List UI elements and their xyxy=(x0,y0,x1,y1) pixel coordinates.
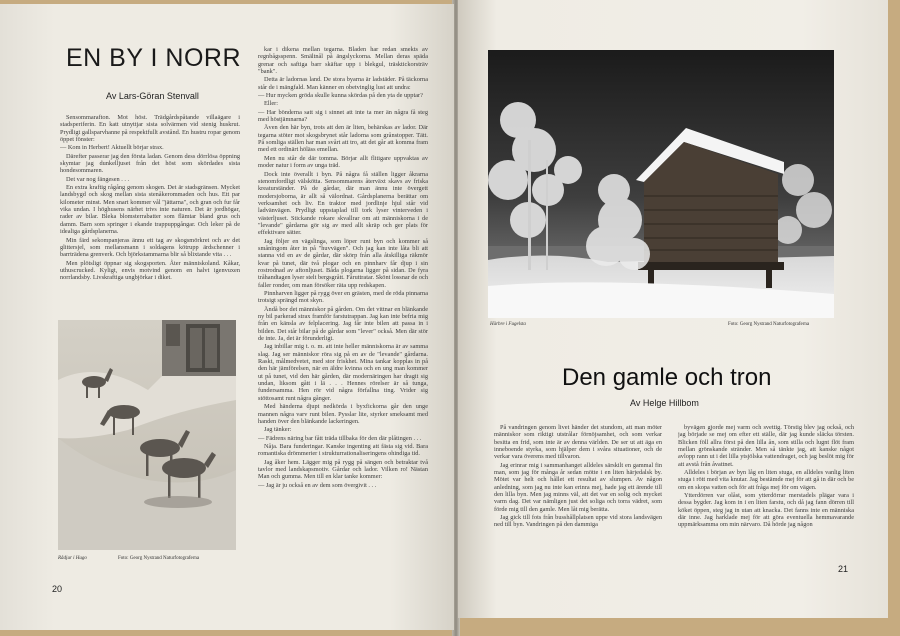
story-byline: Av Helge Hillbom xyxy=(630,398,699,408)
right-column-1 xyxy=(494,424,662,558)
paragraph: Ändå bor det människor på gården. Om det vittnar en blänkande ny bil parkerad strax framför farstutrappan. Jag kan inte befria mig från en känsla av felplacering. Jag får inte bilen att passa in i bilden. Det står bilar på de gårdar som "lever" också. Men där stör de inte. Ja, det är förunderligt. xyxy=(258,305,428,343)
paragraph: Därefter passerar jag den första ladan. Genom dess dörrlösa öppning skymtar jag dunkelljuset från det höst som skördades sista hondesommaren. xyxy=(60,152,240,175)
paragraph: Min färd sekompanjeras ännu ett tag av skogsmörkret och av det glittersjel, som mellansmann i soldagens kötrupp ärdschenner i barrträdena grenverk. Och björkstammarna blir så blixtande vita . . . xyxy=(60,236,240,259)
paragraph: Jag inbillar mig t. o. m. att inte heller människorna är av samma slag. Jag ser människor röra sig på en av de "levande" gårdarna. Raskt, målmedvetet, med stor friskhet. Mina tankar kopplas in på den här jämförelsen, när en äldre kvinna och en ung man kommer ut på tunet, vid den här gården, där modernäringen har dragit sig undan, liksom gått i lä . . . Hennes rörelser är så tunga, fundersamma. Hen rör vid några förfallna ting. Vrider sig stöttosamt runt några gånger. xyxy=(258,343,428,402)
deer-in-snow-image xyxy=(58,320,236,550)
photo-caption: Rådjur i Hugo xyxy=(58,556,87,561)
deer-photo xyxy=(58,320,236,550)
paragraph: Sensommarafton. Mot höst. Trädgårdspåtande villaägare i stadsperiferin. En katt utnyttjar sista solvärmen vid stenig huskrut. Prydligt gallsparvhanne på respektfullt avstånd. En hustru ropar genom öppet fönster: xyxy=(60,114,240,144)
paragraph: byvägen gjorde mej varm och svettig. Törstig blev jag också, och jag började se mej om efter ett ställe, där jag kunde släcka törsten. Blicken föll allra först på den lilla ån, som stilla och lugnt flöt fram mellan grönskande stränder. Men så tänkte jag, att kanske något avlopp rann ut i det lilla ytsjölska vattendraget, och jag beslöt mig för att avstå från åvattnet. xyxy=(678,424,854,468)
paragraph: En extra kraftig rågång genom skogen. Det är stadsgränsen. Mycket landsbygd och skog mellan sista stenåkerommaden och hus. Ett par kilometer minst. Men snart kommer vål "jättarna", och gran och fur får vika undan. I höghusens närhet trivs inte naturen. Det är jordhögar, rader av bilar. Bleka blomsterrabatter som flämtar bland grus och damm. Barn som springer i ekande trappuppgångar. Och leker på de idealiga gårdsplanerna. xyxy=(60,184,240,236)
paragraph: Men nu står de där tomma. Börjar allt flitigare uppvaktas av moder natur i form av unga träd. xyxy=(258,154,428,170)
paragraph: Jag tänker: xyxy=(264,426,292,434)
winter-barn-image xyxy=(488,50,834,318)
paragraph: På vandringen genom livet händer det stundom, att man möter människor som riktigt utstrålar förnöjsamhet, och som verkar besitta en frid, som inte är av denna världen. De ser ut att äga en inneboende styrka, som hjälper dem i svåra situationer, och de verkar vara överens med tillvaron. xyxy=(494,424,662,461)
left-page xyxy=(0,4,454,630)
paragraph: Pinnharven ligger på rygg över en grästen, med de röda pinnarna trotsigt sprängd mot skyn. xyxy=(258,290,428,305)
photo-caption: Härbre i Fugelsta xyxy=(490,322,526,327)
left-column-2 xyxy=(258,46,428,566)
paragraph: Jag åker hem. Lägger mig på rygg på sängen och betraktar två tavlor med landskapsmotiv. Gårdar och lador. Vilken ro! Nästan Man och gumma. Men till en klar tanke kommer: xyxy=(258,458,428,481)
paragraph: — Hur mycken gröda skulle kunna skördas på den yta de upptar? xyxy=(258,92,423,100)
paragraph: Dock inte överallt i byn. På några få ställen ligger åkrarna stenomfordligt välskötta. Sensommarens återväxt skavs av friska kreaturständer. På de gårdar, där man ännu inte övergett modersjoborna, är allt så välordnat. Gårdsplanerna berättar om verksamhet och liv. En traktor med jordlinje hjul står vid ladvänvägen. Prydligt uppstaplad till tork lyser vinterveden i västerljuset. Stickande rokare skvallrar om att människorna i de "levande" gårdarna gör sig av med allt skräp och ger plats för effektivare sätter. xyxy=(258,170,428,237)
paragraph: Alldeles i början av byn låg en liten stuga, en alldeles vanlig liten stuga i rött med vita knutar. Jag bestämde mej för att gå in där och be om en skopa vatten och för att fråga mej för om vägen. xyxy=(678,469,854,491)
barn-photo xyxy=(488,50,834,318)
paragraph: Även den här byn, trots att den är liten, behärskas av lador. Där tegarna stöter mot skogsbrynet står ladorna som grånstopper. Tätt. På somliga ställen har man svårt att tro, att det går att komma fram med ett ordinärt höläss emellan. xyxy=(258,124,428,154)
paragraph: Med händerna djupt nedkörda i byxfickorna går den unge mannen några varv runt bilen. Pysslar lite, styrker smeksamt med handen över den blänkande lackeringen. xyxy=(258,403,428,425)
paragraph: Jag följer en vägslinga, som löper runt byn och kommer så småningom åter in på "huvvägen". Och jag kan inte låta bli att stanna vid en av de gårdar, där skörp från alla åtskilliga räkmör kvar på tunet, där två plogar och en pinnharv får djup i sin rostrodnad av aftonljuset. Båda plogarna ligger på sidan. De fyra tråhandtagen lyser stelt bergsgrått. Fåruttratar. Skönt lossnar de och faller ronder, om man försöker räta upp redskapen. xyxy=(258,237,428,289)
paragraph: Ytterdörren var olåst, som ytterdörrar merstadels plägar vara i dessa bygder. Jag kom in i en liten farstu, och då jag fann dörren till köket öppen, steg jag in utan att knacka. Det fanns inte en människa där inne. Jag harklade mej för att göra eventuella hemmavarande uppmärksamma om min närvaro. Då hörde jag någon xyxy=(678,492,854,529)
paragraph: Men plötsligt öppnar sig skogsporten. Åter människoland. Kåkar, uthuscrucked. Kyligt, envis motvind genom en halvt igenvuxen norrlandsby. Livskraftiga ungbjörkar i diket. xyxy=(60,259,240,282)
left-column-1 xyxy=(60,114,240,308)
article-title: EN BY I NORR xyxy=(66,44,242,72)
page-number: 21 xyxy=(838,564,849,574)
paragraph: — Fädrens näring bar fått träda tillbaka för den där plåtingen . . . xyxy=(258,434,422,442)
paragraph: kar i dikena mellan tegarna. Bladen har redan smekts av regnbågsspenn. Smältnål på ängslyckorna. Mellan deras späda grenar och saftiga barr skäftar upp i blekgul, träsktickorsträv "bank". xyxy=(258,46,428,76)
paragraph: Jag erinrar mig i sammanhanget alldeles särskilt en gammal fin man, som jag för många år sedan mötte i en liten härjedalsk by. Mötet var helt och hållet ett resultat av slumpen. Av någon anledning, som jag nu inte kan erinra mej, hade jag ett ärende till den lilla byn. Men jag minns väl, att det var en solig och mycket varm dag. Det var nämligen just det soliga och torra vädret, som förde mig till den gamle. Men låt mig berätta. xyxy=(494,461,662,513)
paragraph: Eller: xyxy=(264,100,278,108)
photo-credit: Foto: Georg Nystrand Naturfotograferna xyxy=(728,322,810,327)
photo-credit: Foto: Georg Nystrand Naturfotograferna xyxy=(118,556,200,561)
paragraph: Nåja. Bara funderingar. Kanske ingenting att fästa sig vid. Bara romantiska drömmerier i strukturrationaliseringens ohindiga tid. xyxy=(258,442,428,458)
paragraph: — Kom in Herbert! Aktuellt börjar strax. xyxy=(60,144,164,152)
paragraph: Det var nog fängesen . . . xyxy=(66,175,130,183)
paragraph: Jag gick till fots från busshållplatsen uppe vid stora landsvägen ned till byn. Vandringen på den dammiga xyxy=(494,514,662,529)
story-title: Den gamle och tron xyxy=(562,364,772,391)
page-number: 20 xyxy=(52,584,63,594)
article-byline: Av Lars-Göran Stenvall xyxy=(106,91,199,101)
paragraph: — Jag är ju också en av dem som övergivit . . . xyxy=(258,481,377,489)
paragraph: — Har bönderna satt sig i sinnet att inte ta mer än några få steg med höstjämnarna? xyxy=(258,108,428,124)
right-column-2 xyxy=(678,424,854,558)
paragraph: Detta är ladornas land. De stora byarna är ladstäder. På täckorna står de i mängfald. Man känner en obetvinglig lust att undra: xyxy=(258,76,428,91)
